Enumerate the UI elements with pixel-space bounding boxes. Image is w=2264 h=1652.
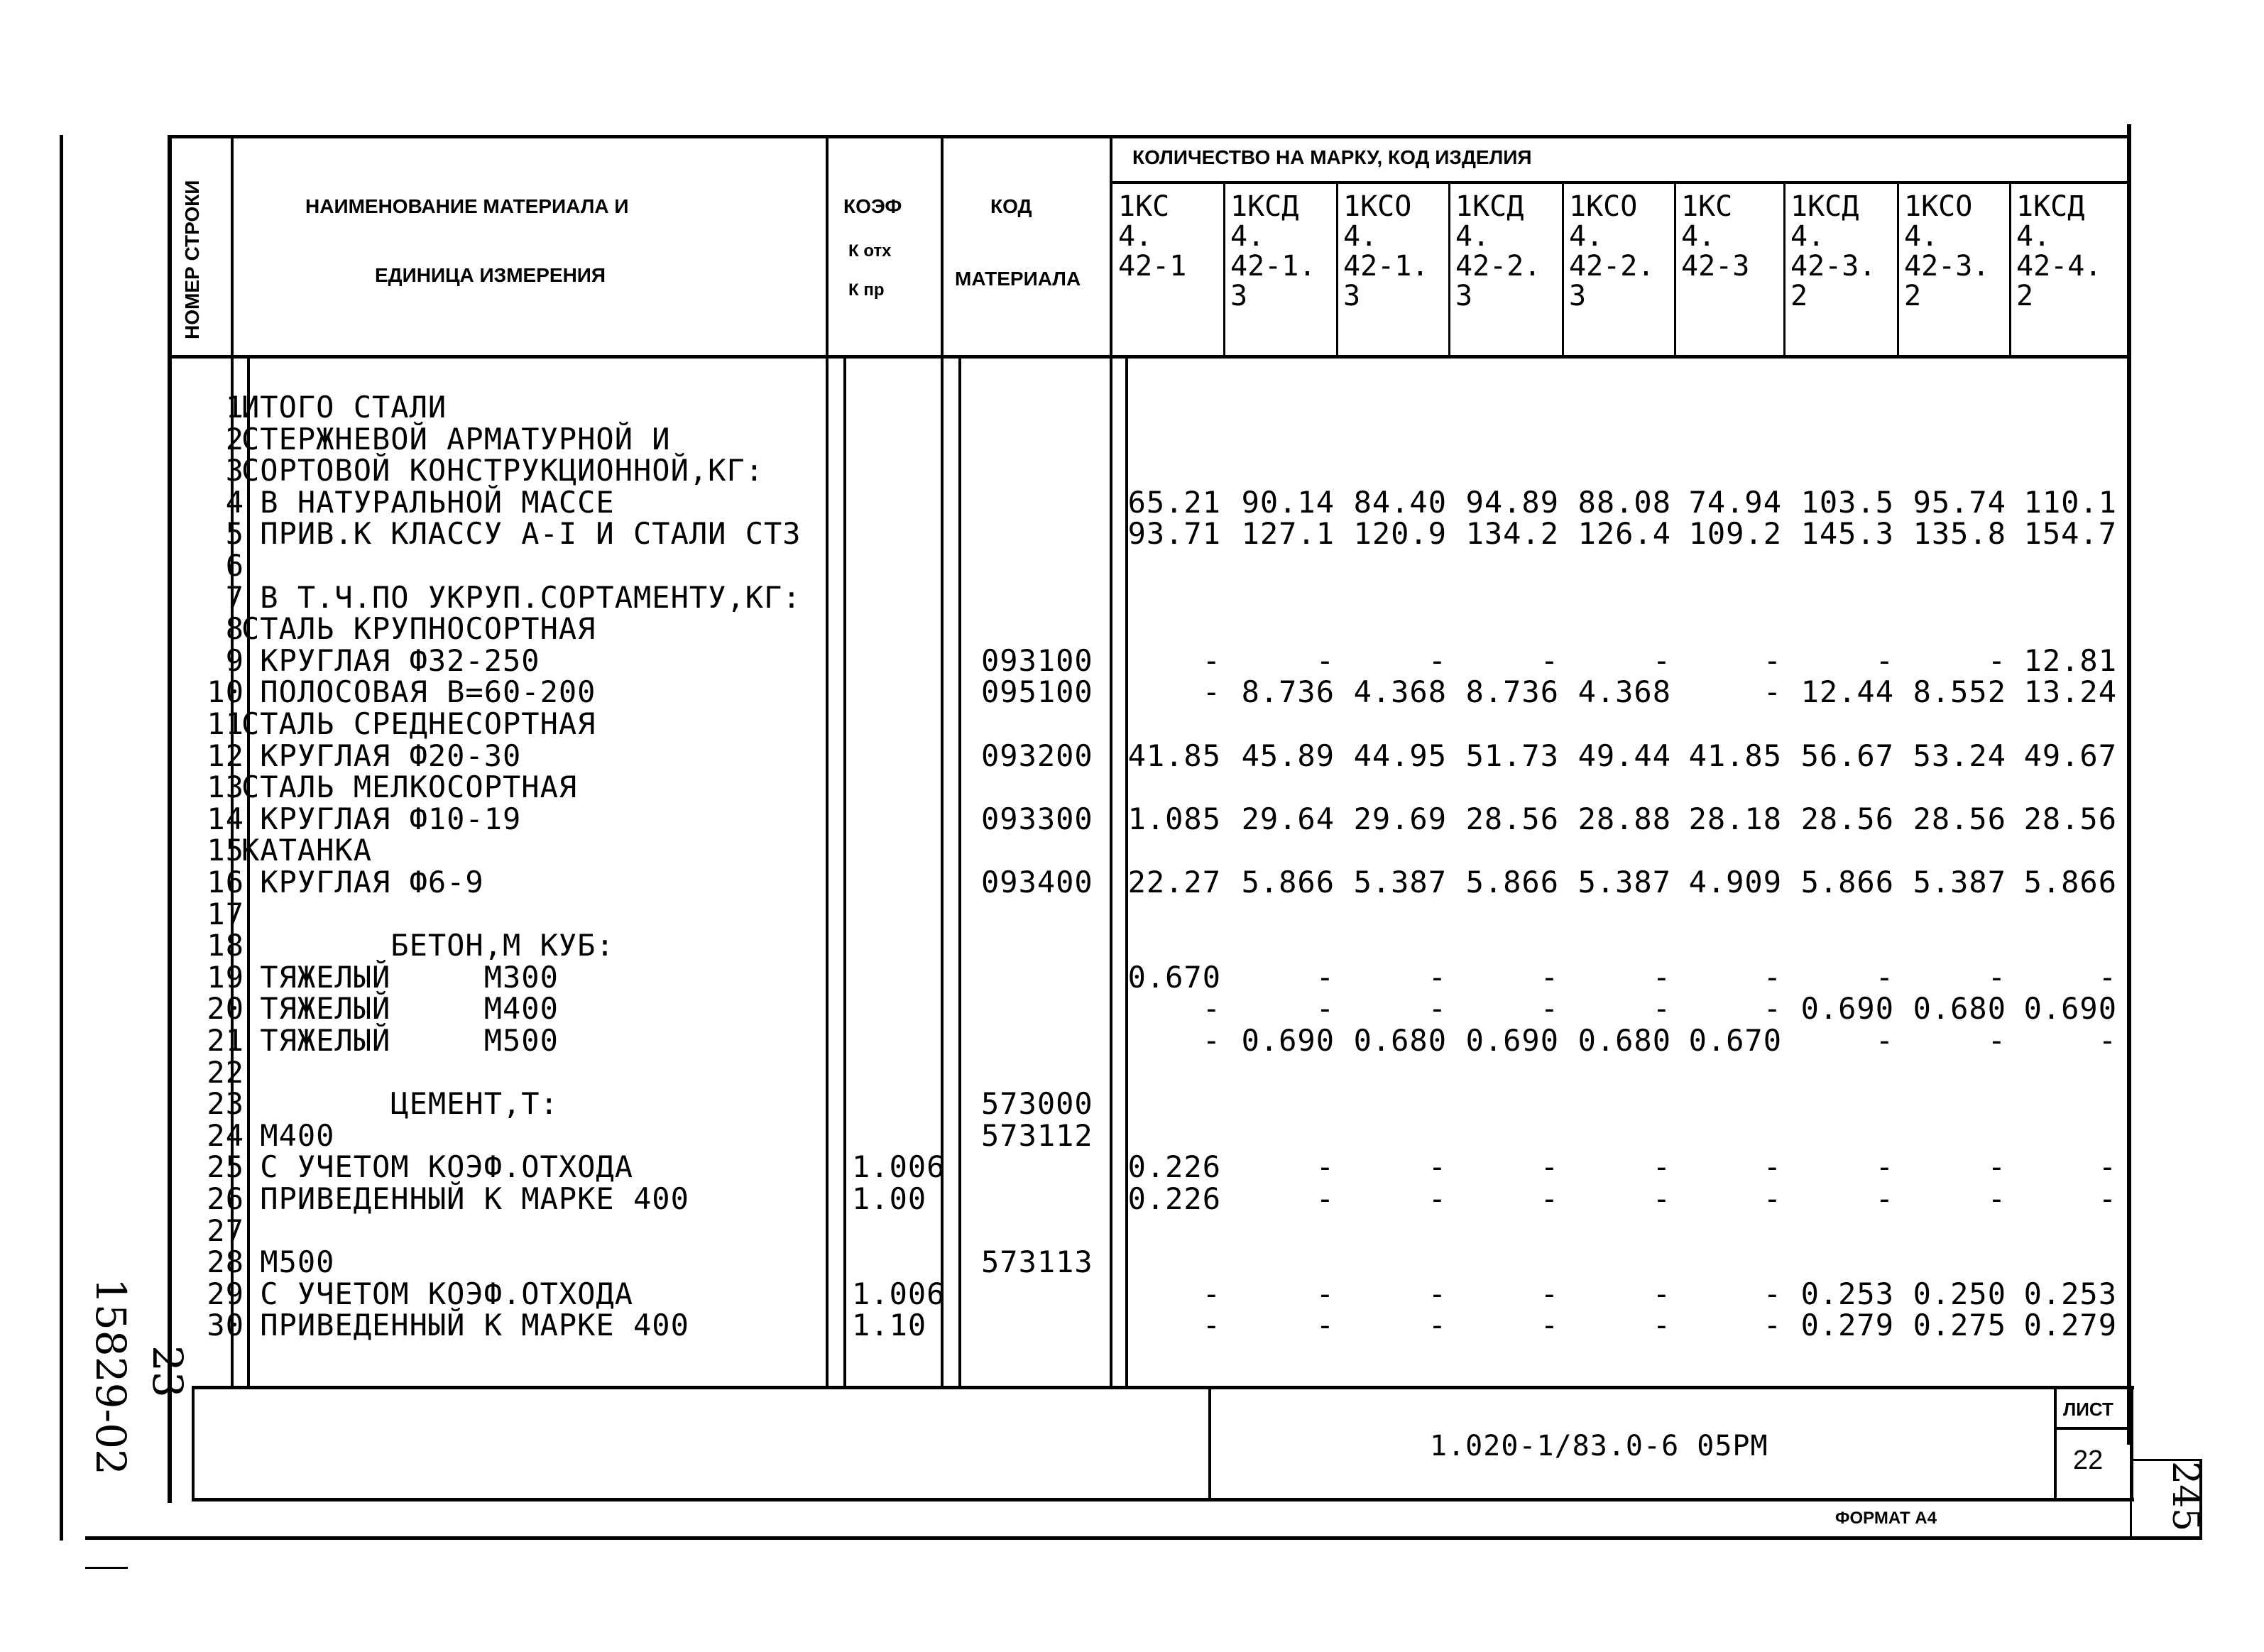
qty-header-divider xyxy=(1111,181,2131,184)
product-col-header-8-line1: 1КСО xyxy=(1904,190,1973,223)
row-number: 2 xyxy=(225,421,244,456)
row-number: 26 xyxy=(207,1181,244,1216)
material-code: 573112 xyxy=(981,1117,1093,1153)
row-number: 4 xyxy=(225,484,244,520)
coef-header-line2: К отх xyxy=(848,241,892,261)
material-name: ПОЛОСОВАЯ В=60-200 xyxy=(241,674,596,710)
quantity-cell: - xyxy=(1316,1149,1335,1185)
material-name: КРУГЛАЯ Ф6-9 xyxy=(241,865,484,899)
qty-col-div-1 xyxy=(1223,181,1225,359)
material-code: 093400 xyxy=(981,865,1093,899)
quantity-cell: 90.14 xyxy=(1241,484,1335,520)
material-name: КРУГЛАЯ Ф20-30 xyxy=(241,738,522,773)
quantity-cell: - xyxy=(1987,1181,2006,1216)
quantity-cell: - xyxy=(1540,959,1559,995)
quantity-cell: - xyxy=(1875,1023,1894,1058)
material-name: В НАТУРАЛЬНОЙ МАССЕ xyxy=(241,484,615,520)
row-number: 22 xyxy=(207,1054,244,1090)
quantity-cell: - xyxy=(1987,642,2006,678)
material-code: 573000 xyxy=(981,1086,1093,1122)
material-name: СТАЛЬ КРУПНОСОРТНАЯ xyxy=(241,611,596,647)
quantity-cell: 65.21 xyxy=(1127,484,1221,520)
product-col-header-8-line4: 2 xyxy=(1904,280,1922,312)
quantity-cell: 94.89 xyxy=(1465,484,1559,520)
qty-header: КОЛИЧЕСТВО НА МАРКУ, КОД ИЗДЕЛИЯ xyxy=(1132,146,1532,168)
quantity-cell: 95.74 xyxy=(1913,484,2006,520)
product-col-header-7-line4: 2 xyxy=(1790,280,1808,312)
quantity-cell: 49.44 xyxy=(1577,738,1671,773)
material-name: С УЧЕТОМ КОЭФ.ОТХОДА xyxy=(241,1276,634,1311)
quantity-cell: - xyxy=(1763,642,1782,678)
quantity-cell: - xyxy=(1428,1308,1447,1343)
row-number: 5 xyxy=(225,516,244,552)
product-col-header-4-line1: 1КСД xyxy=(1455,190,1524,223)
quantity-cell: - xyxy=(1202,991,1221,1027)
row-number: 1 xyxy=(225,390,244,425)
material-name: ЦЕМЕНТ,Т: xyxy=(241,1086,559,1122)
material-code: 093200 xyxy=(981,738,1093,773)
bottom-block-bottom xyxy=(192,1498,2134,1501)
quantity-cell: 0.690 xyxy=(1241,1023,1335,1058)
quantity-cell: 0.253 xyxy=(2023,1276,2117,1311)
product-col-header-2-line2: 4. xyxy=(1230,220,1265,253)
quantity-cell: 28.56 xyxy=(1800,801,1894,836)
quantity-cell: 0.690 xyxy=(1465,1023,1559,1058)
row-number: 10 xyxy=(207,674,244,710)
product-col-header-5-line1: 1КСО xyxy=(1569,190,1638,223)
product-col-header-3-line1: 1КСО xyxy=(1343,190,1412,223)
material-name: ТЯЖЕЛЫЙ М400 xyxy=(241,991,559,1027)
coefficient: 1.00 xyxy=(852,1181,927,1216)
divider-coef xyxy=(941,135,944,1388)
quantity-cell: 0.670 xyxy=(1688,1023,1782,1058)
quantity-cell: 154.7 xyxy=(2023,516,2117,552)
material-name: СТАЛЬ МЕЛКОСОРТНАЯ xyxy=(241,770,578,805)
row-number: 19 xyxy=(207,959,244,995)
quantity-cell: - xyxy=(1202,1308,1221,1343)
sheet-label: ЛИСТ xyxy=(2063,1399,2113,1420)
product-col-header-7-line1: 1КСД xyxy=(1790,190,1859,223)
material-name: ИТОГО СТАЛИ xyxy=(241,390,447,425)
quantity-cell: - xyxy=(1987,1149,2006,1185)
quantity-cell: 5.866 xyxy=(2023,865,2117,899)
quantity-cell: - xyxy=(1875,1149,1894,1185)
divider-code xyxy=(1110,135,1112,1388)
quantity-cell: 4.368 xyxy=(1577,674,1671,710)
material-name: КРУГЛАЯ Ф32-250 xyxy=(241,642,540,678)
material-name: КАТАНКА xyxy=(241,833,373,868)
document-code: 1.020-1/83.0-6 05РМ xyxy=(1430,1430,1768,1462)
quantity-cell: - xyxy=(1428,959,1447,995)
qty-col-div-7 xyxy=(1897,181,1899,359)
material-name: ПРИВЕДЕННЫЙ К МАРКЕ 400 xyxy=(241,1181,689,1216)
quantity-cell: 28.56 xyxy=(2023,801,2117,836)
material-name: С УЧЕТОМ КОЭФ.ОТХОДА xyxy=(241,1149,634,1185)
coefficient: 1.006 xyxy=(852,1276,946,1311)
bottom-block-divider xyxy=(1208,1386,1211,1499)
quantity-cell: - xyxy=(1875,959,1894,995)
quantity-cell: - xyxy=(1540,991,1559,1027)
row-number: 7 xyxy=(225,579,244,615)
quantity-cell: - xyxy=(1316,642,1335,678)
product-col-header-3-line3: 42-1. xyxy=(1343,250,1429,283)
quantity-cell: - xyxy=(1428,1149,1447,1185)
quantity-cell: - xyxy=(1763,991,1782,1027)
quantity-cell: 8.736 xyxy=(1241,674,1335,710)
quantity-cell: - xyxy=(1763,674,1782,710)
quantity-cell: 1.085 xyxy=(1127,801,1221,836)
product-col-header-8-line2: 4. xyxy=(1904,220,1939,253)
quantity-cell: - xyxy=(1652,1276,1671,1311)
quantity-cell: 0.226 xyxy=(1127,1181,1221,1216)
quantity-cell: 49.67 xyxy=(2023,738,2117,773)
quantity-cell: - xyxy=(1540,1149,1559,1185)
product-col-header-4-line4: 3 xyxy=(1455,280,1473,312)
quantity-cell: - xyxy=(1316,1308,1335,1343)
qty-col-div-8 xyxy=(2009,181,2011,359)
quantity-cell: 135.8 xyxy=(1913,516,2006,552)
quantity-cell: - xyxy=(2098,1023,2117,1058)
product-col-header-1-line2: 4. xyxy=(1118,220,1153,253)
product-col-header-3-line2: 4. xyxy=(1343,220,1378,253)
material-name: М400 xyxy=(241,1117,335,1153)
bottom-block-left xyxy=(192,1386,195,1499)
material-name: ПРИВЕДЕННЫЙ К МАРКЕ 400 xyxy=(241,1308,689,1343)
quantity-cell: 5.387 xyxy=(1913,865,2006,899)
quantity-cell: - xyxy=(1202,1023,1221,1058)
quantity-cell: 0.226 xyxy=(1127,1149,1221,1185)
divider-name xyxy=(826,135,829,1388)
quantity-cell: - xyxy=(1202,674,1221,710)
quantity-cell: - xyxy=(1540,1181,1559,1216)
product-col-header-2-line1: 1КСД xyxy=(1230,190,1299,223)
material-code: 095100 xyxy=(981,674,1093,710)
product-col-header-6-line2: 4. xyxy=(1681,220,1716,253)
quantity-cell: - xyxy=(1652,1181,1671,1216)
quantity-cell: - xyxy=(1428,642,1447,678)
quantity-cell: - xyxy=(1540,1276,1559,1311)
quantity-cell: 0.279 xyxy=(2023,1308,2117,1343)
sheet-number: 22 xyxy=(2073,1445,2104,1475)
quantity-cell: 8.736 xyxy=(1465,674,1559,710)
quantity-cell: - xyxy=(1428,991,1447,1027)
code-header-line1: КОД xyxy=(990,195,1032,217)
product-col-header-8-line3: 42-3. xyxy=(1904,250,1990,283)
quantity-cell: - xyxy=(1763,1276,1782,1311)
quantity-cell: 13.24 xyxy=(2023,674,2117,710)
product-col-header-6-line1: 1КС xyxy=(1681,190,1733,223)
name-header-line1: НАИМЕНОВАНИЕ МАТЕРИАЛА И xyxy=(305,195,629,217)
quantity-cell: 74.94 xyxy=(1688,484,1782,520)
quantity-cell: 0.680 xyxy=(1913,991,2006,1027)
quantity-cell: 0.670 xyxy=(1127,959,1221,995)
quantity-cell: 0.680 xyxy=(1577,1023,1671,1058)
quantity-cell: - xyxy=(1987,959,2006,995)
side-stamp-number: 15829-02 xyxy=(87,1278,135,1475)
qty-col-div-4 xyxy=(1562,181,1564,359)
table-left-border xyxy=(168,135,172,1503)
quantity-cell: 8.552 xyxy=(1913,674,2006,710)
product-col-header-7-line3: 42-3. xyxy=(1790,250,1876,283)
row-number: 28 xyxy=(207,1245,244,1280)
row-number-header: НОМЕР СТРОКИ xyxy=(181,180,203,339)
sheet-box-left xyxy=(2054,1386,2057,1499)
quantity-cell: 145.3 xyxy=(1800,516,1894,552)
corner-page-number: 245 xyxy=(2164,1461,2206,1532)
product-col-header-2-line3: 42-1. xyxy=(1230,250,1316,283)
quantity-cell: - xyxy=(1316,959,1335,995)
quantity-cell: 0.690 xyxy=(1800,991,1894,1027)
row-number: 11 xyxy=(207,706,244,741)
row-number: 12 xyxy=(207,738,244,773)
divider-name-inner xyxy=(843,359,846,1388)
side-page-number: 23 xyxy=(143,1345,192,1398)
quantity-cell: 127.1 xyxy=(1241,516,1335,552)
quantity-cell: 5.866 xyxy=(1465,865,1559,899)
quantity-cell: 0.253 xyxy=(1800,1276,1894,1311)
quantity-cell: - xyxy=(1540,642,1559,678)
row-number: 23 xyxy=(207,1086,244,1122)
material-name: ТЯЖЕЛЫЙ М500 xyxy=(241,1023,559,1058)
format-label: ФОРМАТ А4 xyxy=(1835,1509,1937,1528)
sheet-box-top xyxy=(2054,1427,2132,1430)
product-col-header-2-line4: 3 xyxy=(1230,280,1248,312)
coefficient: 1.006 xyxy=(852,1149,946,1185)
qty-col-div-3 xyxy=(1448,181,1450,359)
quantity-cell: 44.95 xyxy=(1353,738,1447,773)
quantity-cell: - xyxy=(1763,1149,1782,1185)
name-header-line2: ЕДИНИЦА ИЗМЕРЕНИЯ xyxy=(375,264,606,286)
row-number: 3 xyxy=(225,453,244,488)
quantity-cell: 45.89 xyxy=(1241,738,1335,773)
row-number: 25 xyxy=(207,1149,244,1185)
coefficient: 1.10 xyxy=(852,1308,927,1343)
product-col-header-1-line3: 42-1 xyxy=(1118,250,1187,283)
quantity-cell: - xyxy=(1652,959,1671,995)
quantity-cell: - xyxy=(1987,1023,2006,1058)
quantity-cell: - xyxy=(1652,642,1671,678)
header-bottom-border xyxy=(168,355,2131,359)
quantity-cell: - xyxy=(1428,1276,1447,1311)
row-number: 24 xyxy=(207,1117,244,1153)
scan-dash xyxy=(85,1567,128,1569)
quantity-cell: 0.690 xyxy=(2023,991,2117,1027)
quantity-cell: - xyxy=(1652,1308,1671,1343)
qty-col-div-5 xyxy=(1674,181,1676,359)
quantity-cell: - xyxy=(1763,1181,1782,1216)
material-name: М500 xyxy=(241,1245,335,1280)
table-top-border xyxy=(168,135,2131,138)
quantity-cell: 28.88 xyxy=(1577,801,1671,836)
quantity-cell: 126.4 xyxy=(1577,516,1671,552)
outer-bottom-border xyxy=(85,1536,2201,1540)
row-number: 18 xyxy=(207,928,244,963)
quantity-cell: 28.56 xyxy=(1913,801,2006,836)
row-number: 13 xyxy=(207,770,244,805)
quantity-cell: 5.387 xyxy=(1577,865,1671,899)
quantity-cell: - xyxy=(1652,991,1671,1027)
product-col-header-4-line3: 42-2. xyxy=(1455,250,1541,283)
coef-header-line3: К пр xyxy=(848,280,885,300)
material-name: ТЯЖЕЛЫЙ М300 xyxy=(241,959,559,995)
qty-col-div-2 xyxy=(1336,181,1338,359)
quantity-cell: 120.9 xyxy=(1353,516,1447,552)
material-name: ПРИВ.К КЛАССУ А-I И СТАЛИ СТ3 xyxy=(241,516,802,552)
product-col-header-6-line3: 42-3 xyxy=(1681,250,1750,283)
product-col-header-9-line2: 4. xyxy=(2016,220,2051,253)
row-number: 21 xyxy=(207,1023,244,1058)
row-number: 6 xyxy=(225,548,244,583)
quantity-cell: 4.368 xyxy=(1353,674,1447,710)
material-name: В Т.Ч.ПО УКРУП.СОРТАМЕНТУ,КГ: xyxy=(241,579,802,615)
product-col-header-9-line4: 2 xyxy=(2016,280,2034,312)
coef-header-line1: КОЭФ xyxy=(843,195,902,217)
quantity-cell: - xyxy=(2098,959,2117,995)
material-name: СТЕРЖНЕВОЙ АРМАТУРНОЙ И xyxy=(241,421,671,456)
material-name: СТАЛЬ СРЕДНЕСОРТНАЯ xyxy=(241,706,596,741)
row-number: 9 xyxy=(225,642,244,678)
quantity-cell: - xyxy=(1875,642,1894,678)
row-number: 30 xyxy=(207,1308,244,1343)
product-col-header-4-line2: 4. xyxy=(1455,220,1490,253)
quantity-cell: - xyxy=(1875,1181,1894,1216)
row-number: 14 xyxy=(207,801,244,836)
table-right-border xyxy=(2127,124,2131,1445)
quantity-cell: 0.680 xyxy=(1353,1023,1447,1058)
row-number: 17 xyxy=(207,896,244,931)
quantity-cell: 0.250 xyxy=(1913,1276,2006,1311)
quantity-cell: 41.85 xyxy=(1127,738,1221,773)
quantity-cell: - xyxy=(1652,1149,1671,1185)
quantity-cell: 109.2 xyxy=(1688,516,1782,552)
material-name: СОРТОВОЙ КОНСТРУКЦИОННОЙ,КГ: xyxy=(241,453,765,488)
quantity-cell: - xyxy=(1202,1276,1221,1311)
quantity-cell: 41.85 xyxy=(1688,738,1782,773)
material-code: 093100 xyxy=(981,642,1093,678)
quantity-cell: 88.08 xyxy=(1577,484,1671,520)
row-number: 20 xyxy=(207,991,244,1027)
quantity-cell: 51.73 xyxy=(1465,738,1559,773)
quantity-cell: 56.67 xyxy=(1800,738,1894,773)
quantity-cell: 28.56 xyxy=(1465,801,1559,836)
quantity-cell: - xyxy=(1316,1276,1335,1311)
material-name: КРУГЛАЯ Ф10-19 xyxy=(241,801,522,836)
quantity-cell: 5.866 xyxy=(1241,865,1335,899)
quantity-cell: 5.387 xyxy=(1353,865,1447,899)
qty-col-div-6 xyxy=(1783,181,1786,359)
quantity-cell: 12.81 xyxy=(2023,642,2117,678)
bottom-block-top xyxy=(192,1386,2134,1389)
quantity-cell: - xyxy=(2098,1181,2117,1216)
quantity-cell: 93.71 xyxy=(1127,516,1221,552)
outer-left-border xyxy=(60,135,63,1541)
product-col-header-9-line3: 42-4. xyxy=(2016,250,2102,283)
quantity-cell: 134.2 xyxy=(1465,516,1559,552)
quantity-cell: - xyxy=(1763,1308,1782,1343)
divider-coef-inner xyxy=(958,359,961,1388)
quantity-cell: - xyxy=(1763,959,1782,995)
quantity-cell: - xyxy=(1540,1308,1559,1343)
quantity-cell: 0.275 xyxy=(1913,1308,2006,1343)
quantity-cell: 84.40 xyxy=(1353,484,1447,520)
row-number: 16 xyxy=(207,865,244,899)
product-col-header-7-line2: 4. xyxy=(1790,220,1825,253)
quantity-cell: 29.64 xyxy=(1241,801,1335,836)
row-number: 29 xyxy=(207,1276,244,1311)
product-col-header-1-line1: 1КС xyxy=(1118,190,1170,223)
quantity-cell: 22.27 xyxy=(1127,865,1221,899)
row-number: 27 xyxy=(207,1213,244,1248)
product-col-header-5-line4: 3 xyxy=(1569,280,1587,312)
corner-box-left xyxy=(2130,1459,2132,1540)
quantity-cell: - xyxy=(1202,642,1221,678)
material-name: БЕТОН,М КУБ: xyxy=(241,928,615,963)
quantity-cell: 5.866 xyxy=(1800,865,1894,899)
product-col-header-5-line2: 4. xyxy=(1569,220,1604,253)
quantity-cell: 4.909 xyxy=(1688,865,1782,899)
quantity-cell: - xyxy=(1428,1181,1447,1216)
code-header-line2: МАТЕРИАЛА xyxy=(955,268,1081,290)
product-col-header-9-line1: 1КСД xyxy=(2016,190,2085,223)
quantity-cell: 53.24 xyxy=(1913,738,2006,773)
quantity-cell: 28.18 xyxy=(1688,801,1782,836)
product-col-header-5-line3: 42-2. xyxy=(1569,250,1655,283)
row-number: 15 xyxy=(207,833,244,868)
row-number: 8 xyxy=(225,611,244,647)
quantity-cell: - xyxy=(2098,1149,2117,1185)
material-code: 573113 xyxy=(981,1245,1093,1280)
quantity-cell: 12.44 xyxy=(1800,674,1894,710)
quantity-cell: - xyxy=(1316,1181,1335,1216)
product-col-header-3-line4: 3 xyxy=(1343,280,1361,312)
quantity-cell: 110.1 xyxy=(2023,484,2117,520)
quantity-cell: - xyxy=(1316,991,1335,1027)
quantity-cell: 103.5 xyxy=(1800,484,1894,520)
quantity-cell: 29.69 xyxy=(1353,801,1447,836)
quantity-cell: 0.279 xyxy=(1800,1308,1894,1343)
material-code: 093300 xyxy=(981,801,1093,836)
